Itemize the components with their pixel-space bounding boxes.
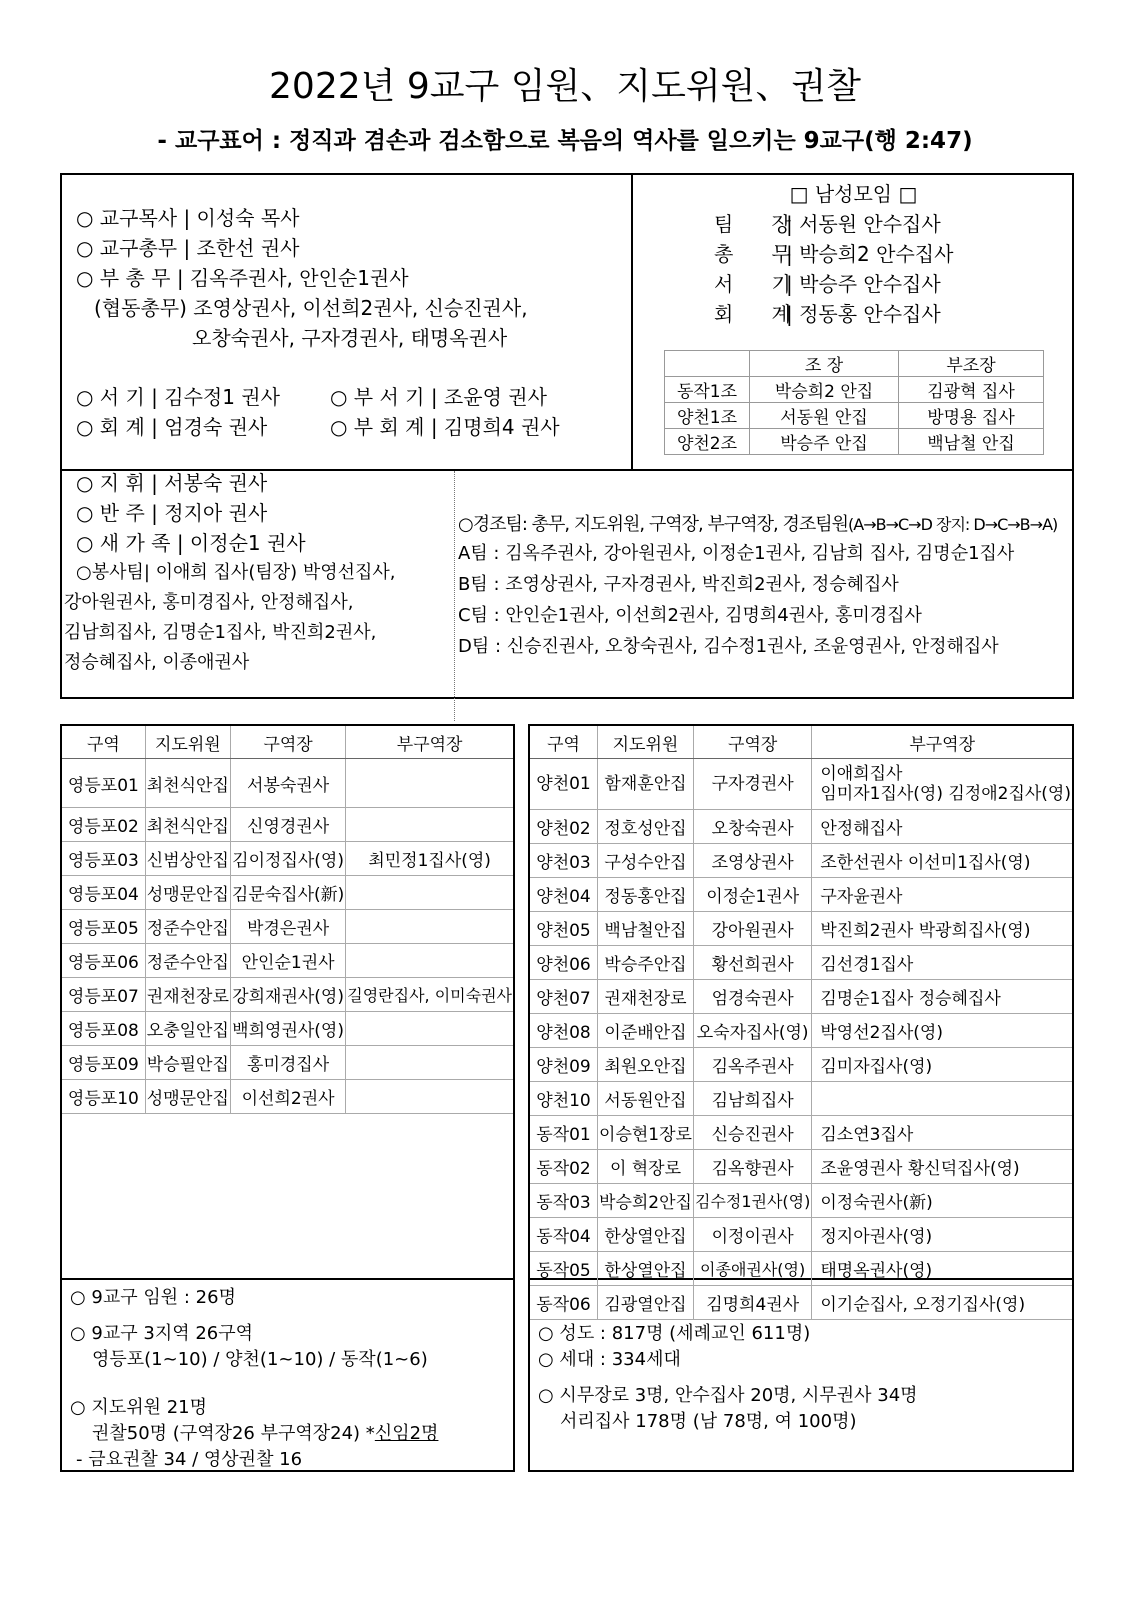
mens-group-header: 조 장 — [750, 351, 899, 377]
table-cell: 박경은권사 — [230, 910, 345, 944]
mens-group-cell: 양천1조 — [665, 403, 750, 429]
table-cell: 이준배안집 — [598, 1014, 694, 1048]
mens-role-treasurer: 회 계 — [714, 302, 791, 326]
table-cell: 동작02 — [530, 1150, 598, 1184]
table-cell: 김문숙집사(新) — [230, 876, 345, 910]
condolence-team-a: A팀 : 김옥주권사, 강아원권사, 이정순1권사, 김남희 집사, 김명순1집사 — [458, 543, 1015, 564]
table-cell: 동작05 — [530, 1252, 598, 1286]
mens-group-cell: 박승주 안집 — [750, 429, 899, 455]
table-header: 구역장 — [693, 726, 811, 759]
table-cell — [346, 1012, 513, 1046]
condolence-header — [458, 511, 1057, 539]
table-cell — [346, 808, 513, 842]
table-cell: 오충일안집 — [145, 1012, 230, 1046]
summary-districts: ○ 9교구 3지역 26구역 — [70, 1323, 254, 1344]
table-cell: 김이정집사(영) — [230, 842, 345, 876]
table-header: 구역 — [62, 726, 145, 759]
table-cell: 영등포06 — [62, 944, 145, 978]
table-cell: 동작06 — [530, 1286, 598, 1320]
mens-title: □ 남성모임 □ — [789, 182, 918, 206]
summary-elders: ○ 시무장로 3명, 안수집사 20명, 시무권사 34명 — [538, 1385, 918, 1406]
table-cell: 태명옥권사(영) — [812, 1252, 1072, 1286]
table-cell: 오숙자집사(영) — [693, 1014, 811, 1048]
summary-friday: - 금요권찰 34 / 영상권찰 16 — [76, 1449, 303, 1470]
table-cell: 조영상권사 — [693, 844, 811, 878]
table-header: 부구역장 — [346, 726, 513, 759]
table-cell: 서동원안집 — [598, 1082, 694, 1116]
table-cell: 영등포10 — [62, 1080, 145, 1114]
top-divider-v — [631, 173, 633, 471]
table-cell: 양천04 — [530, 878, 598, 912]
middle-dotted-divider — [454, 471, 455, 721]
table-cell: 엄경숙권사 — [693, 980, 811, 1014]
table-cell: 김광열안집 — [598, 1286, 694, 1320]
mens-name-leader: | 서동원 안수집사 — [786, 212, 941, 236]
service-team-1: ○봉사팀| 이애희 집사(팀장) 박영선집사, — [76, 562, 396, 583]
table-cell: 안인순1권사 — [230, 944, 345, 978]
table-cell: 구성수안집 — [598, 844, 694, 878]
condolence-header-text: ○경조팀: 총무, 지도위원, 구역장, 부구역장, 경조팀원 — [458, 514, 849, 535]
table-cell: 오창숙권사 — [693, 810, 811, 844]
table-cell: 이선희2권사 — [230, 1080, 345, 1114]
table-cell: 양천08 — [530, 1014, 598, 1048]
mens-group-cell: 방명용 집사 — [899, 403, 1044, 429]
summary-kwonchal-text: 권찰50명 (구역장26 부구역장24) * — [92, 1423, 375, 1444]
table-cell: 최천식안집 — [145, 808, 230, 842]
table-cell — [812, 1082, 1072, 1116]
table-cell: 박영선2집사(영) — [812, 1014, 1072, 1048]
mens-role-chief: 총 무 — [714, 242, 791, 266]
table-cell: 김소연3집사 — [812, 1116, 1072, 1150]
table-cell: 이 혁장로 — [598, 1150, 694, 1184]
summary-advisors: ○ 지도위원 21명 — [70, 1397, 207, 1418]
conductor: ○ 지 휘 | 서봉숙 권사 — [76, 471, 268, 495]
mens-group-cell: 백남철 안집 — [899, 429, 1044, 455]
table-cell: 한상열안집 — [598, 1252, 694, 1286]
accompanist: ○ 반 주 | 정지아 권사 — [76, 501, 268, 525]
page-subtitle: - 교구표어 : 정직과 겸손과 검소함으로 복음의 역사를 일으키는 9교구(행 2:47) — [157, 128, 973, 154]
officer-vice-treasurer: ○ 부 회 계 | 김명희4 권사 — [330, 415, 560, 439]
table-cell: 김남희집사 — [693, 1082, 811, 1116]
table-cell: 동작03 — [530, 1184, 598, 1218]
sub-leader-line: 임미자1집사(영) 김정애2집사(영) — [820, 784, 1071, 804]
table-header: 부구역장 — [812, 726, 1072, 759]
table-cell: 박승필안집 — [145, 1046, 230, 1080]
table-cell: 동작01 — [530, 1116, 598, 1150]
left-summary-divider — [60, 1278, 515, 1280]
service-team-2: 강아원권사, 홍미경집사, 안정해집사, — [64, 592, 354, 613]
table-cell: 영등포09 — [62, 1046, 145, 1080]
officer-secretary: ○ 서 기 | 김수정1 권사 — [76, 385, 280, 409]
condolence-note: (A→B→C→D 장지: D→C→B→A) — [848, 515, 1058, 534]
table-cell: 길영란집사, 이미숙권사 — [346, 978, 513, 1012]
table-cell: 강희재권사(영) — [230, 978, 345, 1012]
table-cell: 한상열안집 — [598, 1218, 694, 1252]
table-cell: 이승현1장로 — [598, 1116, 694, 1150]
table-cell: 영등포05 — [62, 910, 145, 944]
table-header: 지도위원 — [145, 726, 230, 759]
table-cell: 구자윤권사 — [812, 878, 1072, 912]
table-cell: 강아원권사 — [693, 912, 811, 946]
table-cell: 정준수안집 — [145, 910, 230, 944]
right-district-table — [530, 726, 1072, 1320]
table-cell: 양천06 — [530, 946, 598, 980]
new-family: ○ 새 가 족 | 이정순1 권사 — [76, 531, 306, 555]
mens-group-cell: 동작1조 — [665, 377, 750, 403]
table-cell: 김미자집사(영) — [812, 1048, 1072, 1082]
table-cell: 성맹문안집 — [145, 876, 230, 910]
table-cell: 김수정1권사(영) — [693, 1184, 811, 1218]
table-cell — [346, 944, 513, 978]
table-cell: 이정순1권사 — [693, 878, 811, 912]
officer-coop-2: 오창숙권사, 구자경권사, 태명옥권사 — [192, 326, 508, 350]
table-cell: 권재천장로 — [598, 980, 694, 1014]
officer-vice-chief: ○ 부 총 무 | 김옥주권사, 안인순1권사 — [76, 266, 409, 290]
mens-group-cell: 양천2조 — [665, 429, 750, 455]
table-cell: 양천07 — [530, 980, 598, 1014]
officer-pastor: ○ 교구목사 | 이성숙 목사 — [76, 206, 300, 230]
table-cell: 정호성안집 — [598, 810, 694, 844]
table-cell: 양천10 — [530, 1082, 598, 1116]
mens-role-secretary: 서 기 — [714, 272, 791, 296]
table-header: 지도위원 — [598, 726, 694, 759]
table-cell: 이정이권사 — [693, 1218, 811, 1252]
summary-members: ○ 성도 : 817명 (세례교인 611명) — [538, 1323, 811, 1344]
table-cell: 영등포02 — [62, 808, 145, 842]
table-cell: 김옥주권사 — [693, 1048, 811, 1082]
officer-chief: ○ 교구총무 | 조한선 권사 — [76, 236, 300, 260]
table-cell: 김옥향권사 — [693, 1150, 811, 1184]
table-cell: 영등포03 — [62, 842, 145, 876]
left-district-table — [62, 726, 513, 1114]
table-cell — [812, 759, 1072, 810]
summary-districts-detail: 영등포(1~10) / 양천(1~10) / 동작(1~6) — [92, 1349, 428, 1370]
officer-vice-secretary: ○ 부 서 기 | 조윤영 권사 — [330, 385, 547, 409]
table-cell: 조한선권사 이선미1집사(영) — [812, 844, 1072, 878]
table-cell: 김선경1집사 — [812, 946, 1072, 980]
table-cell: 조윤영권사 황신덕집사(영) — [812, 1150, 1072, 1184]
mens-name-treasurer: | 정동홍 안수집사 — [786, 302, 941, 326]
condolence-team-d: D팀 : 신승진권사, 오창숙권사, 김수정1권사, 조윤영권사, 안정해집사 — [458, 636, 999, 657]
condolence-team-c: C팀 : 안인순1권사, 이선희2권사, 김명희4권사, 홍미경집사 — [458, 605, 922, 626]
officer-coop-1: (협동총무) 조영상권사, 이선희2권사, 신승진권사, — [94, 296, 528, 320]
mens-group-cell: 김광혁 집사 — [899, 377, 1044, 403]
table-cell: 정지아권사(영) — [812, 1218, 1072, 1252]
table-cell: 이기순집사, 오정기집사(영) — [812, 1286, 1072, 1320]
table-cell: 동작04 — [530, 1218, 598, 1252]
summary-officers: ○ 9교구 임원 : 26명 — [70, 1287, 236, 1308]
mens-group-header — [665, 351, 750, 377]
sub-leader-line: 이애희집사 — [820, 764, 903, 784]
table-cell: 정동홍안집 — [598, 878, 694, 912]
summary-households: ○ 세대 : 334세대 — [538, 1349, 681, 1370]
mens-group-table — [664, 350, 1044, 455]
summary-deacons: 서리집사 178명 (남 78명, 여 100명) — [560, 1411, 857, 1432]
table-cell: 김명순1집사 정승혜집사 — [812, 980, 1072, 1014]
table-cell: 백남철안집 — [598, 912, 694, 946]
table-cell: 양천05 — [530, 912, 598, 946]
table-cell — [346, 1080, 513, 1114]
table-cell: 영등포08 — [62, 1012, 145, 1046]
table-cell — [346, 759, 513, 808]
table-cell: 양천03 — [530, 844, 598, 878]
table-cell: 서봉숙권사 — [230, 759, 345, 808]
page-title: 2022년 9교구 임원、지도위원、권찰 — [269, 66, 861, 107]
table-cell: 양천01 — [530, 759, 598, 810]
table-cell: 최민정1집사(영) — [346, 842, 513, 876]
table-cell: 신승진권사 — [693, 1116, 811, 1150]
mens-name-secretary: | 박승주 안수집사 — [786, 272, 941, 296]
mens-role-leader: 팀 장 — [714, 212, 791, 236]
table-cell: 양천02 — [530, 810, 598, 844]
mens-name-chief: | 박승희2 안수집사 — [786, 242, 954, 266]
table-cell: 홍미경집사 — [230, 1046, 345, 1080]
summary-new-appoint: 신임2명 — [374, 1423, 439, 1444]
table-cell: 이종애권사(영) — [693, 1252, 811, 1286]
table-cell: 박승희2안집 — [598, 1184, 694, 1218]
table-cell: 황선희권사 — [693, 946, 811, 980]
table-cell: 박진희2권사 박광희집사(영) — [812, 912, 1072, 946]
service-team-4: 정승혜집사, 이종애권사 — [64, 652, 250, 673]
table-cell: 성맹문안집 — [145, 1080, 230, 1114]
table-cell: 신영경권사 — [230, 808, 345, 842]
table-cell: 영등포04 — [62, 876, 145, 910]
table-cell: 신범상안집 — [145, 842, 230, 876]
table-cell: 박승주안집 — [598, 946, 694, 980]
table-cell: 이정숙권사(新) — [812, 1184, 1072, 1218]
mens-group-header: 부조장 — [899, 351, 1044, 377]
table-cell: 양천09 — [530, 1048, 598, 1082]
mens-group-cell: 서동원 안집 — [750, 403, 899, 429]
condolence-team-b: B팀 : 조영상권사, 구자경권사, 박진희2권사, 정승혜집사 — [458, 574, 899, 595]
table-cell: 영등포01 — [62, 759, 145, 808]
service-team-3: 김남희집사, 김명순1집사, 박진희2권사, — [64, 622, 377, 643]
table-cell — [346, 910, 513, 944]
table-cell: 함재훈안집 — [598, 759, 694, 810]
table-cell: 최천식안집 — [145, 759, 230, 808]
table-cell: 김명희4권사 — [693, 1286, 811, 1320]
table-cell: 정준수안집 — [145, 944, 230, 978]
officer-treasurer: ○ 회 계 | 엄경숙 권사 — [76, 415, 268, 439]
table-cell: 구자경권사 — [693, 759, 811, 810]
table-cell — [346, 1046, 513, 1080]
table-cell — [346, 876, 513, 910]
table-header: 구역장 — [230, 726, 345, 759]
summary-kwonchal — [92, 1420, 438, 1448]
table-header: 구역 — [530, 726, 598, 759]
table-cell: 최원오안집 — [598, 1048, 694, 1082]
mens-group-cell: 박승희2 안집 — [750, 377, 899, 403]
table-cell: 영등포07 — [62, 978, 145, 1012]
table-cell: 권재천장로 — [145, 978, 230, 1012]
table-cell: 안정해집사 — [812, 810, 1072, 844]
table-cell: 백희영권사(영) — [230, 1012, 345, 1046]
